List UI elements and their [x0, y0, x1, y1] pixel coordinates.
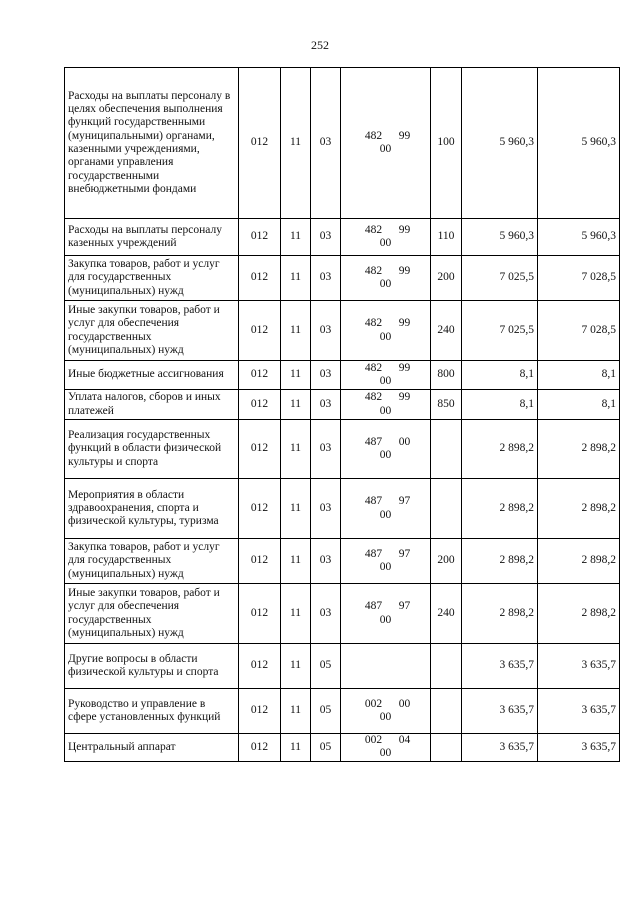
target-article-code [341, 301, 431, 361]
target-article-part: 00 [379, 330, 392, 343]
vr-code: 800 [431, 361, 462, 390]
rz-code: 11 [281, 644, 311, 689]
target-article-code [341, 479, 431, 539]
row-name: Центральный аппарат [65, 734, 239, 762]
row-name: Закупка товаров, работ и услуг для государственных (муниципальных) нужд [65, 256, 239, 301]
target-article-part: 00 [379, 508, 392, 521]
target-article-part: 482 [364, 129, 383, 142]
gr-code: 012 [239, 420, 281, 479]
vr-code [431, 420, 462, 479]
target-article-part: 00 [379, 237, 392, 249]
target-article-part: 99 [398, 129, 411, 142]
row-name: Иные бюджетные ассигнования [65, 361, 239, 390]
rz-code: 11 [281, 301, 311, 361]
amount-year-1: 3 635,7 [462, 644, 538, 689]
gr-code: 012 [239, 734, 281, 762]
target-article-part: 97 [398, 547, 411, 560]
amount-year-1: 2 898,2 [462, 584, 538, 644]
row-name: Руководство и управление в сфере установленных функций [65, 689, 239, 734]
table-row [65, 361, 620, 390]
gr-code: 012 [239, 689, 281, 734]
amount-year-2: 3 635,7 [538, 734, 620, 762]
amount-year-2: 3 635,7 [538, 644, 620, 689]
amount-year-1: 7 025,5 [462, 301, 538, 361]
pr-code: 03 [311, 301, 341, 361]
pr-code: 05 [311, 644, 341, 689]
gr-code: 012 [239, 390, 281, 420]
table-body [65, 68, 620, 762]
amount-year-1: 5 960,3 [462, 68, 538, 219]
amount-year-2: 3 635,7 [538, 689, 620, 734]
target-article-part: 00 [379, 278, 392, 290]
target-article-part: 99 [398, 264, 411, 277]
target-article-part: 00 [379, 613, 392, 626]
target-article-part: 00 [379, 561, 392, 573]
amount-year-1: 2 898,2 [462, 539, 538, 584]
target-article-part: 00 [379, 375, 392, 387]
gr-code: 012 [239, 256, 281, 301]
table-row [65, 390, 620, 420]
target-article-code [341, 539, 431, 584]
table-row [65, 219, 620, 256]
rz-code: 11 [281, 420, 311, 479]
pr-code: 05 [311, 734, 341, 762]
row-name: Закупка товаров, работ и услуг для государственных (муниципальных) нужд [65, 539, 239, 584]
amount-year-2: 7 028,5 [538, 301, 620, 361]
rz-code: 11 [281, 689, 311, 734]
row-name: Иные закупки товаров, работ и услуг для обеспечения государственных (муниципальных) нужд [65, 584, 239, 644]
target-article-code [341, 68, 431, 219]
amount-year-1: 2 898,2 [462, 479, 538, 539]
row-name: Уплата налогов, сборов и иных платежей [65, 390, 239, 420]
vr-code: 110 [431, 219, 462, 256]
amount-year-2: 2 898,2 [538, 539, 620, 584]
amount-year-1: 2 898,2 [462, 420, 538, 479]
target-article-part: 487 [364, 600, 383, 613]
rz-code: 11 [281, 361, 311, 390]
target-article-part: 487 [364, 547, 383, 560]
rz-code: 11 [281, 390, 311, 420]
vr-code: 200 [431, 256, 462, 301]
target-article-part: 482 [364, 361, 383, 374]
vr-code: 200 [431, 539, 462, 584]
amount-year-2: 8,1 [538, 361, 620, 390]
table-row [65, 420, 620, 479]
target-article-part: 99 [398, 391, 411, 404]
vr-code: 850 [431, 390, 462, 420]
target-article-code [341, 734, 431, 762]
rz-code: 11 [281, 256, 311, 301]
table-row [65, 479, 620, 539]
pr-code: 03 [311, 390, 341, 420]
amount-year-1: 3 635,7 [462, 689, 538, 734]
target-article-code [341, 420, 431, 479]
target-article-code [341, 361, 431, 390]
target-article-part: 00 [379, 711, 392, 723]
table-row [65, 734, 620, 762]
amount-year-2: 8,1 [538, 390, 620, 420]
target-article-part: 99 [398, 361, 411, 374]
pr-code: 03 [311, 68, 341, 219]
target-article-part: 482 [364, 223, 383, 236]
rz-code: 11 [281, 219, 311, 256]
pr-code: 03 [311, 256, 341, 301]
target-article-part: 487 [364, 495, 383, 508]
row-name: Иные закупки товаров, работ и услуг для обеспечения государственных (муниципальных) нужд [65, 301, 239, 361]
pr-code: 03 [311, 584, 341, 644]
amount-year-1: 3 635,7 [462, 734, 538, 762]
gr-code: 012 [239, 584, 281, 644]
gr-code: 012 [239, 479, 281, 539]
pr-code: 03 [311, 361, 341, 390]
rz-code: 11 [281, 539, 311, 584]
target-article-part: 482 [364, 264, 383, 277]
target-article-part: 487 [364, 435, 383, 448]
vr-code: 240 [431, 584, 462, 644]
vr-code: 240 [431, 301, 462, 361]
vr-code [431, 689, 462, 734]
target-article-part: 482 [364, 317, 383, 330]
amount-year-2: 2 898,2 [538, 584, 620, 644]
amount-year-1: 8,1 [462, 390, 538, 420]
table-row [65, 644, 620, 689]
table-row [65, 584, 620, 644]
rz-code: 11 [281, 479, 311, 539]
vr-code [431, 479, 462, 539]
target-article-part: 00 [379, 747, 392, 760]
vr-code [431, 644, 462, 689]
pr-code: 05 [311, 689, 341, 734]
table-row [65, 68, 620, 219]
row-name: Расходы на выплаты персоналу в целях обеспечения выполнения функций государственными (муниципальными) органами, казенными учреждениями, органами управления государственными внебюджетными фондами [65, 68, 239, 219]
target-article-part: 482 [364, 391, 383, 404]
target-article-part: 002 [364, 734, 383, 746]
target-article-code [341, 256, 431, 301]
target-article-part: 97 [398, 600, 411, 613]
pr-code: 03 [311, 479, 341, 539]
amount-year-2: 7 028,5 [538, 256, 620, 301]
table-row [65, 539, 620, 584]
table-row [65, 689, 620, 734]
table-row [65, 301, 620, 361]
row-name: Мероприятия в области здравоохранения, спорта и физической культуры, туризма [65, 479, 239, 539]
gr-code: 012 [239, 644, 281, 689]
target-article-part: 04 [398, 734, 411, 746]
target-article-code [341, 689, 431, 734]
pr-code: 03 [311, 219, 341, 256]
rz-code: 11 [281, 584, 311, 644]
target-article-part: 00 [379, 143, 392, 155]
target-article-part: 00 [379, 404, 392, 417]
target-article-part: 00 [398, 697, 411, 710]
amount-year-2: 2 898,2 [538, 479, 620, 539]
target-article-part: 99 [398, 223, 411, 236]
target-article-part: 00 [379, 449, 392, 461]
amount-year-2: 5 960,3 [538, 68, 620, 219]
gr-code: 012 [239, 361, 281, 390]
rz-code: 11 [281, 734, 311, 762]
amount-year-2: 5 960,3 [538, 219, 620, 256]
target-article-code [341, 219, 431, 256]
row-name: Расходы на выплаты персоналу казенных учреждений [65, 219, 239, 256]
pr-code: 03 [311, 539, 341, 584]
row-name: Реализация государственных функций в области физической культуры и спорта [65, 420, 239, 479]
rz-code: 11 [281, 68, 311, 219]
vr-code [431, 734, 462, 762]
target-article-part: 99 [398, 317, 411, 330]
amount-year-1: 7 025,5 [462, 256, 538, 301]
gr-code: 012 [239, 301, 281, 361]
vr-code: 100 [431, 68, 462, 219]
amount-year-2: 2 898,2 [538, 420, 620, 479]
target-article-part: 002 [364, 697, 383, 710]
gr-code: 012 [239, 219, 281, 256]
gr-code: 012 [239, 539, 281, 584]
amount-year-1: 8,1 [462, 361, 538, 390]
row-name: Другие вопросы в области физической культуры и спорта [65, 644, 239, 689]
target-article-code [341, 584, 431, 644]
table-row [65, 256, 620, 301]
budget-table [64, 67, 620, 762]
gr-code: 012 [239, 68, 281, 219]
page-number: 252 [311, 38, 329, 52]
pr-code: 03 [311, 420, 341, 479]
target-article-part: 97 [398, 495, 411, 508]
target-article-part: 00 [398, 435, 411, 448]
target-article-code [341, 644, 431, 689]
target-article-code [341, 390, 431, 420]
amount-year-1: 5 960,3 [462, 219, 538, 256]
